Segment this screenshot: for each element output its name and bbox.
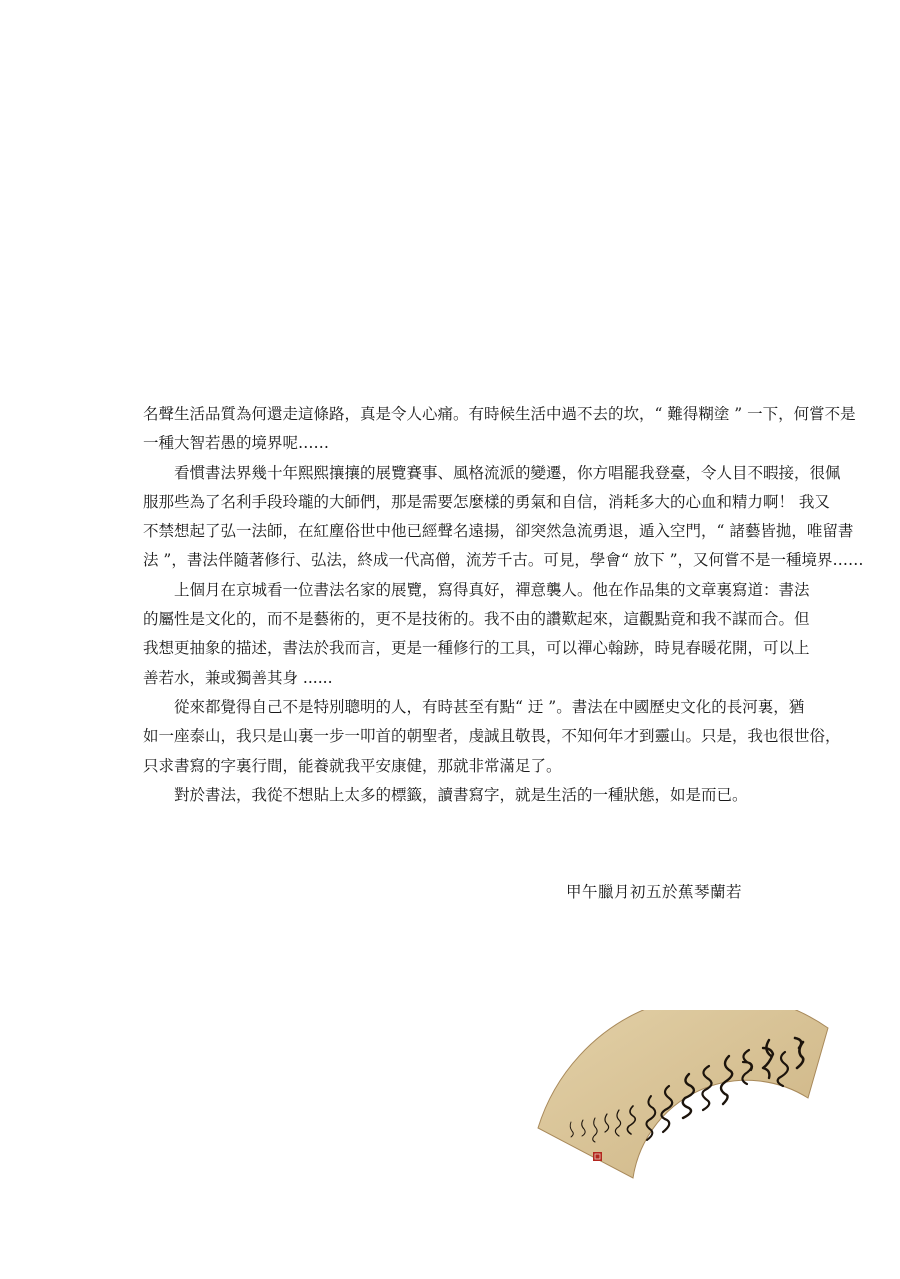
essay-line: 對於書法，我從不想貼上太多的標籤，讀書寫字，就是生活的一種狀態，如是而已。 (174, 785, 748, 804)
essay-line: 上個月在京城看一位書法名家的展覽，寫得真好，禪意襲人。他在作品集的文章裏寫道：書法 (174, 580, 810, 599)
essay-line: 服那些為了名利手段玲瓏的大師們，那是需要怎麼樣的勇氣和自信，消耗多大的心血和精力啊！ 我又 (143, 492, 830, 511)
essay-line: 我想更抽象的描述，書法於我而言，更是一種修行的工具，可以禪心翰跡，時見春暖花開，可以上 (143, 639, 810, 658)
essay-line: 的屬性是文化的，而不是藝術的，更不是技術的。我不由的讚歎起來，這觀點竟和我不謀而合。但 (143, 610, 810, 629)
essay-line: 從來都覺得自己不是特別聰明的人，有時甚至有點“ 迂 ”。書法在中國歷史文化的長河裏，猶 (174, 697, 805, 716)
essay-body (143, 400, 864, 810)
signature-line: 甲午臘月初五於蕉琴蘭若 (566, 883, 743, 901)
essay-line: 名聲生活品質為何還走這條路，真是令人心痛。有時候生活中過不去的坎，“ 難得糊塗 ” 一下，何嘗不是 (143, 405, 856, 423)
fan-paper (538, 1010, 828, 1178)
calligraphy-fan-image (533, 1010, 833, 1190)
essay-line: 看慣書法界幾十年熙熙攘攘的展覽賽事、風格流派的變遷，你方唱罷我登臺，令人目不暇接，很佩 (174, 463, 841, 482)
essay-line: 一種大智若愚的境界呢…… (143, 434, 330, 453)
essay-line: 如一座泰山，我只是山裏一步一叩首的朝聖者，虔誠且敬畏，不知何年才到靈山。只是，我也很世俗， (143, 727, 841, 746)
red-seal (593, 1152, 602, 1161)
essay-line: 法 ”，書法伴隨著修行、弘法，終成一代高僧，流芳千古。可見，學會“ 放下 ”，又何嘗不是一種境界…… (143, 551, 864, 570)
essay-line: 不禁想起了弘一法師，在紅塵俗世中他已經聲名遠揚，卻突然急流勇退，遁入空門，“ 諸藝皆拋，唯留書 (143, 522, 854, 541)
essay-line: 只求書寫的字裏行間，能養就我平安康健，那就非常滿足了。 (143, 756, 562, 775)
essay-line: 善若水，兼或獨善其身 ...... (143, 668, 333, 687)
